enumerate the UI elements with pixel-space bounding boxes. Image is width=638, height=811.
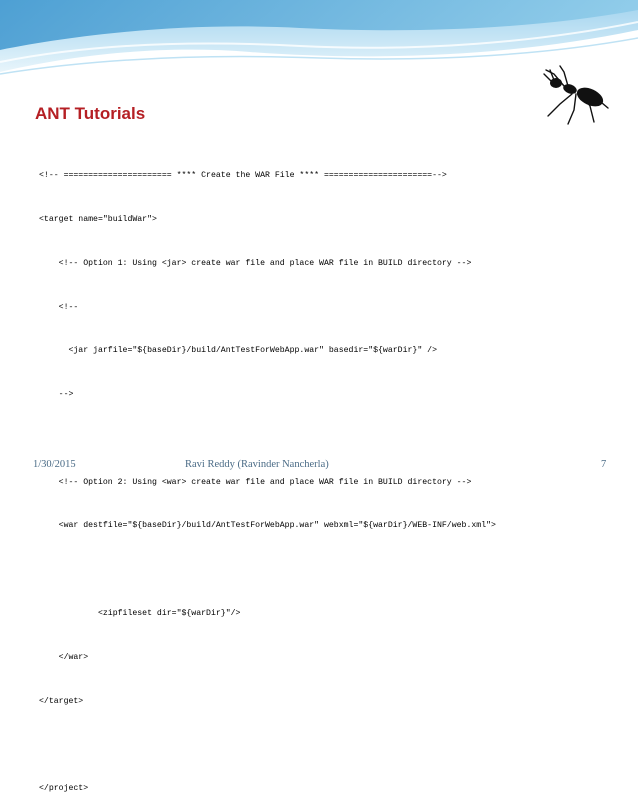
code-line xyxy=(39,432,619,447)
footer-page-number: 7 xyxy=(601,459,607,470)
code-line: <!-- Option 2: Using <war> create war file and place WAR file in BUILD directory --> xyxy=(39,477,472,487)
slide-title: ANT Tutorials xyxy=(35,104,146,123)
code-line: <jar jarfile="${baseDir}/build/AntTestForWebApp.war" basedir="${warDir}" /> xyxy=(39,346,437,356)
ant-icon xyxy=(524,64,622,130)
code-line xyxy=(39,563,619,578)
code-line xyxy=(39,738,619,753)
code-line: </project> xyxy=(39,784,89,794)
footer-date: 1/30/2015 xyxy=(33,459,76,470)
footer-author: Ravi Reddy (Ravinder Nancherla) xyxy=(185,459,329,470)
code-line: <!-- ====================== **** Create the WAR File **** ======================--> xyxy=(39,171,447,181)
code-line: --> xyxy=(39,390,74,400)
code-line: <target name="buildWar"> xyxy=(39,214,157,224)
code-line: <!-- xyxy=(39,302,79,312)
code-line: <war destfile="${baseDir}/build/AntTestForWebApp.war" webxml="${warDir}/WEB-INF/web.xml"> xyxy=(39,521,496,531)
code-line: </war> xyxy=(39,652,89,662)
code-block xyxy=(39,140,619,811)
code-line: <!-- Option 1: Using <jar> create war file and place WAR file in BUILD directory --> xyxy=(39,258,472,268)
code-line: <zipfileset dir="${warDir}"/> xyxy=(39,609,241,618)
code-line: </target> xyxy=(39,696,84,706)
